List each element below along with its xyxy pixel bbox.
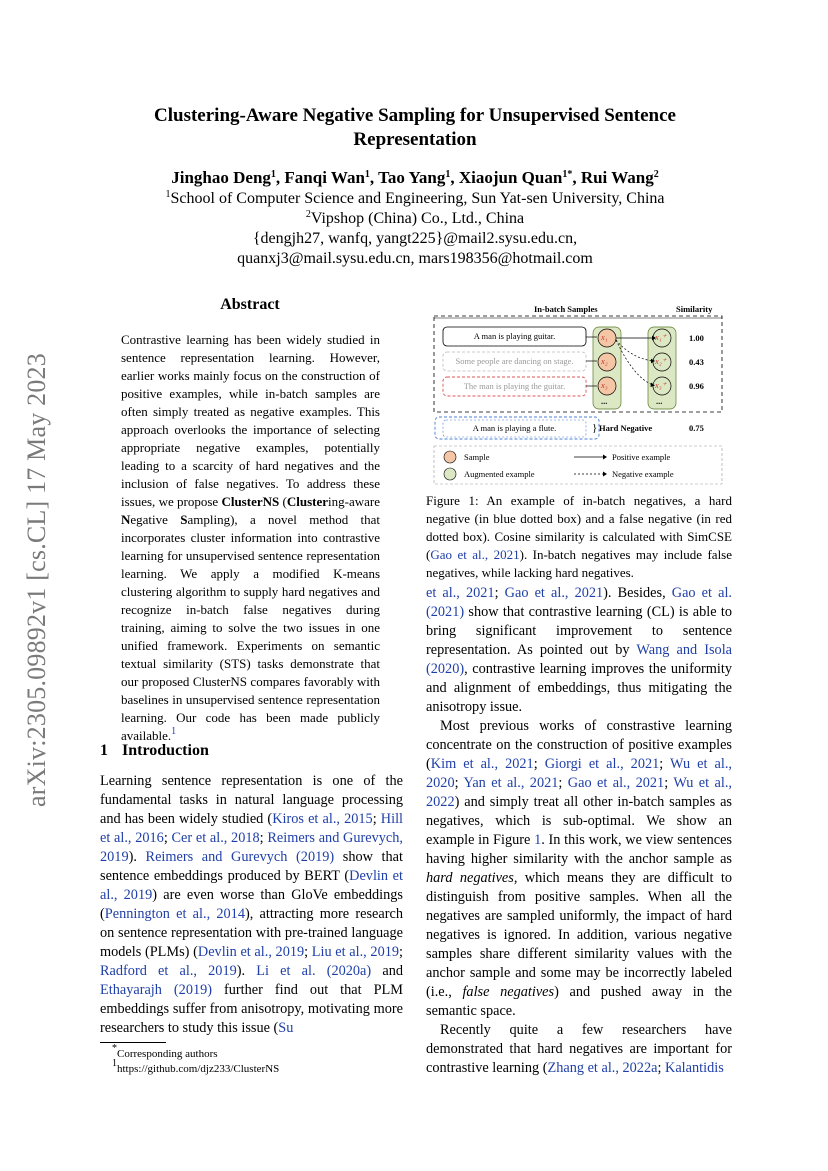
legend-item: Sample xyxy=(464,452,490,462)
intro-paragraph-2: Most previous works of constrastive learning concentrate on the construction of positive examples (Kim et al., 2021; Giorgi et al., 2021; Wu et al., 2020; Yan et al., 2021; Gao et al., 2021; Wu et al., 2022) and simply treat all other in-batch samples as negatives, which is sub-optimal. We show an example in Figure 1. In this work, we view sentences having higher similarity with the anchor sample as hard negatives, which means they are difficult to distinguish from positive samples. When all the negatives are sampled uniformly, the impact of hard negatives is ignored. In addition, various negative samples share different similarity values with the anchor sample and some may be incorrectly labeled (i.e., false negatives) and pushed away in the semantic space. xyxy=(426,718,732,1019)
citation-link[interactable]: Gao et al., 2021 xyxy=(567,775,665,791)
figure-caption xyxy=(426,492,732,582)
email-line-1: {dengjh27, wanfq, yangt225}@mail2.sysu.edu.cn, xyxy=(252,230,578,247)
similarity-value: 0.43 xyxy=(689,357,704,367)
citation-link[interactable]: Ethayarajh (2019) xyxy=(100,982,213,998)
citation-link[interactable]: Zhang et al., 2022a xyxy=(547,1060,658,1076)
body-text: , contrastive learning improves the uniformity and alignment of embeddings, thus mitigating the anisotropy issue. xyxy=(426,661,732,715)
ellipsis: ... xyxy=(601,396,608,406)
author-name: Rui Wang xyxy=(580,168,654,187)
intro-paragraph-1: Learning sentence representation is one of the fundamental tasks in natural language processing and has been widely studied (Kiros et al., 2015; Hill et al., 2016; Cer et al., 2018; Reimers and Gurevych, 2019). Reimers and Gurevych (2019) show that sentence embeddings produced by BERT (Devlin et al., 2019) are even worse than GloVe embeddings (Pennington et al., 2014), attracting more research on sentence representation with pre-trained language models (PLMs) (Devlin et al., 2019; Liu et al., 2019; Radford et al., 2019). Li et al. (2020a) and Ethayarajh (2019) further find out that PLM embeddings suffer from anisotropy, motivating more researchers to study this issue (Su xyxy=(100,773,404,1036)
sentence-box: The man is playing the guitar. xyxy=(463,381,566,391)
author-name: Jinghao Deng xyxy=(171,168,271,187)
intro-paragraph-1-cont: et al., 2021; Gao et al., 2021). Besides, Gao et al. (2021) show that contrastive learning (CL) is able to bring significant improvement to sentence representation. As pointed out by Wang and Isola (2020), contrastive learning improves the uniformity and alignment of embeddings, thus mitigating the anisotropy issue. xyxy=(426,585,733,715)
citation-link[interactable]: Wu et al., 2022 xyxy=(426,775,732,810)
author-name: Fanqi Wan xyxy=(284,168,365,187)
citation-link[interactable]: Devlin et al., 2019 xyxy=(100,868,403,903)
body-text: ) and pushed away in the semantic space. xyxy=(426,984,732,1019)
similarity-value: 0.75 xyxy=(689,423,704,433)
hard-negative-label: Hard Negative xyxy=(599,423,653,433)
author-name: Tao Yang xyxy=(378,168,446,187)
section-number: 1 xyxy=(100,742,108,759)
citation-link[interactable]: Li et al. (2020a) xyxy=(256,963,372,979)
author-sup: 1 xyxy=(445,169,451,180)
abstract-heading: Abstract xyxy=(220,296,280,313)
footnote-link[interactable]: 1 xyxy=(171,726,177,737)
author-sup: 1 xyxy=(364,169,370,180)
citation-link[interactable]: Kalantidis xyxy=(665,1060,724,1076)
author-name: Xiaojun Quan xyxy=(458,168,563,187)
email-line-2: quanxj3@mail.sysu.edu.cn, mars198356@hotmail.com xyxy=(237,250,593,267)
citation-link[interactable]: Gao et al. (2021) xyxy=(426,585,732,620)
emphasis: false negatives xyxy=(462,984,555,1000)
legend-item: Positive example xyxy=(612,452,671,462)
body-text: . In this work, we view sentences having higher similarity with the anchor sample as xyxy=(426,832,732,867)
legend-item: Negative example xyxy=(612,469,674,479)
affiliation-1: $^1$School of Computer Science and Engineering, Sun Yat-sen University, China xyxy=(165,189,665,207)
abstract-text: egative xyxy=(130,512,181,527)
body-text: show that contrastive learning (CL) is able to bring significant improvement to sentence representation. As pointed out by xyxy=(426,604,732,658)
brace: } xyxy=(592,422,598,434)
citation-link[interactable]: Devlin et al., 2019 xyxy=(197,944,305,960)
title-line-2: Representation xyxy=(353,129,477,150)
citation-link[interactable]: et al., 2021 xyxy=(426,585,495,601)
citation-link[interactable]: Su xyxy=(278,1020,294,1036)
body-text: ). xyxy=(128,849,146,865)
citation-link[interactable]: Gao et al., 2021 xyxy=(430,547,520,562)
body-text: , which means they are difficult to distinguish from positive samples. When all the negatives are sampled uniformly, the impact of hard negatives is ignored. In addition, various negative samples share different similarity values with the anchor sample and some may be incorrectly labeled (i.e., xyxy=(426,870,732,1000)
citation-link[interactable]: Kim et al., 2021 xyxy=(430,756,534,772)
legend-item: Augmented example xyxy=(464,469,535,479)
footnote-text: Corresponding authors xyxy=(117,1048,218,1060)
caption-text: Figure 1: An example of in-batch negatives, a hard negative (in blue dotted box) and a false negative (in red dotted box). Cosine similarity is calculated with SimCSE ( xyxy=(426,493,732,562)
sentence-box: Some people are dancing on stage. xyxy=(455,356,574,366)
body-text: further find out that PLM embeddings suffer from anisotropy, motivating more researchers to study this issue ( xyxy=(100,982,403,1036)
body-text: Learning sentence representation is one of the fundamental tasks in natural language processing and has been widely studied ( xyxy=(100,773,403,827)
title-line-1: Clustering-Aware Negative Sampling for Unsupervised Sentence xyxy=(154,105,676,126)
citation-link[interactable]: Yan et al., 2021 xyxy=(463,775,559,791)
citation-link[interactable]: Kiros et al., 2015 xyxy=(272,811,373,827)
footnote-rule xyxy=(100,1042,166,1043)
abstract-body xyxy=(121,331,380,745)
citation-link[interactable]: Liu et al., 2019 xyxy=(311,944,400,960)
citation-link[interactable]: Radford et al., 2019 xyxy=(100,963,237,979)
similarity-value: 0.96 xyxy=(689,381,704,391)
abstract-text: ( xyxy=(279,494,287,509)
footnote-star: *Corresponding authors xyxy=(112,1043,218,1060)
augmented-node: x₁⁺ xyxy=(655,332,667,342)
abstract-bold: S xyxy=(180,512,188,527)
method-name: ClusterNS xyxy=(221,494,280,509)
affiliation-2: $^2$Vipshop (China) Co., Ltd., China xyxy=(305,209,525,227)
emphasis: hard negatives xyxy=(426,870,514,886)
citation-link[interactable]: Wang and Isola (2020) xyxy=(426,642,733,677)
citation-link[interactable]: Reimers and Gurevych, 2019 xyxy=(100,830,403,865)
paper-title xyxy=(100,104,730,152)
body-text: Recently quite a few researchers have demonstrated that hard negatives are important for contrastive learning ( xyxy=(426,1022,732,1076)
augmented-node: x₂⁺ xyxy=(655,356,667,366)
body-text: ) and simply treat all other in-batch samples as negatives, which is sub-optimal. We show an example in Figure xyxy=(426,794,732,848)
body-text: ). xyxy=(236,963,257,979)
figure-header: In-batch Samples xyxy=(534,304,598,314)
section-title: Introduction xyxy=(122,742,209,759)
figure-header: Similarity xyxy=(676,304,713,314)
abstract-bold: N xyxy=(121,512,131,527)
author-sup: 1* xyxy=(562,169,573,180)
sentence-box: A man is playing a flute. xyxy=(472,423,557,433)
abstract-bold: Cluster xyxy=(286,494,329,509)
citation-link[interactable]: Hill et al., 2016 xyxy=(100,811,404,846)
abstract-text: Contrastive learning has been widely studied in sentence representation learning. However, earlier works mainly focus on the construction of positive examples, while in-batch samples are often simply treated as negative examples. This approach overlooks the importance of selecting appropriate negative examples, potentially leading to a scarcity of hard negatives and the inclusion of false negatives. To address these issues, we propose xyxy=(121,332,380,509)
section-heading xyxy=(100,742,223,760)
sample-node: x₂ xyxy=(601,356,608,366)
intro-right-column xyxy=(426,584,732,1078)
figure-1 xyxy=(426,300,732,488)
body-text: Most previous works of constrastive learning concentrate on the construction of positive examples ( xyxy=(426,718,732,772)
affiliation-text: Vipshop (China) Co., Ltd., China xyxy=(310,210,525,227)
citation-link[interactable]: Gao et al., 2021 xyxy=(504,585,604,601)
abstract-text: ing-aware xyxy=(328,494,380,509)
abstract-text: ampling), a novel method that incorporates cluster information into contrastive learning for unsupervised sentence representation learning. We apply a modified K-means clustering algorithm to supply hard negatives and recognize in-batch false negatives during training, aiming to solve the two issues in one unified framework. Experiments on semantic textual similarity (STS) tasks demonstrate that our proposed ClusterNS compares favorably with baselines in unsupervised sentence representation learning. Our code has been made publicly available. xyxy=(121,512,380,743)
body-text: ). Besides, xyxy=(603,585,672,601)
arxiv-id: arXiv:2305.09892v1 [cs.CL] 17 May 2023 xyxy=(22,353,51,807)
citation-link[interactable]: Cer et al., 2018 xyxy=(171,830,260,846)
citation-link[interactable]: Giorgi et al., 2021 xyxy=(544,756,660,772)
ellipsis: ... xyxy=(656,396,663,406)
sample-node: x₃ xyxy=(601,380,608,390)
augmented-node: x₃⁺ xyxy=(655,380,667,390)
body-text: ), attracting more research on sentence representation with pre-trained language models (PLMs) ( xyxy=(100,906,403,960)
figure-link[interactable]: 1 xyxy=(534,832,542,848)
citation-link[interactable]: Reimers and Gurevych (2019) xyxy=(145,849,335,865)
citation-link[interactable]: Pennington et al., 2014 xyxy=(104,906,245,922)
body-text: and xyxy=(371,963,403,979)
footnote-text: https://github.com/djz233/ClusterNS xyxy=(117,1063,280,1075)
author-list: Jinghao Deng$^1$, Fanqi Wan$^1$, Tao Yang$^1$, Xiaojun Quan$^{1*}$, Rui Wang$^2$ xyxy=(171,168,659,187)
sample-node: x₁ xyxy=(601,332,608,342)
arxiv-stamp xyxy=(18,310,56,850)
similarity-value: 1.00 xyxy=(689,333,704,343)
body-text: show that sentence embeddings produced by BERT ( xyxy=(100,849,403,884)
body-text: ) are even worse than GloVe embeddings ( xyxy=(100,887,404,922)
intro-paragraph-3: Recently quite a few researchers have demonstrated that hard negatives are important for contrastive learning (Zhang et al., 2022a; Kalantidis xyxy=(426,1022,732,1076)
caption-text: ). In-batch negatives may include false negatives, while lacking hard negatives. xyxy=(426,547,733,580)
author-sup: 1 xyxy=(270,169,276,180)
footnote-1: $^1$https://github.com/djz233/ClusterNS xyxy=(112,1058,280,1075)
citation-link[interactable]: Wu et al., 2020 xyxy=(426,756,732,791)
author-sup: 2 xyxy=(653,169,659,180)
sentence-box: A man is playing guitar. xyxy=(473,331,556,341)
affiliation-text: School of Computer Science and Engineering, Sun Yat-sen University, China xyxy=(170,190,665,207)
